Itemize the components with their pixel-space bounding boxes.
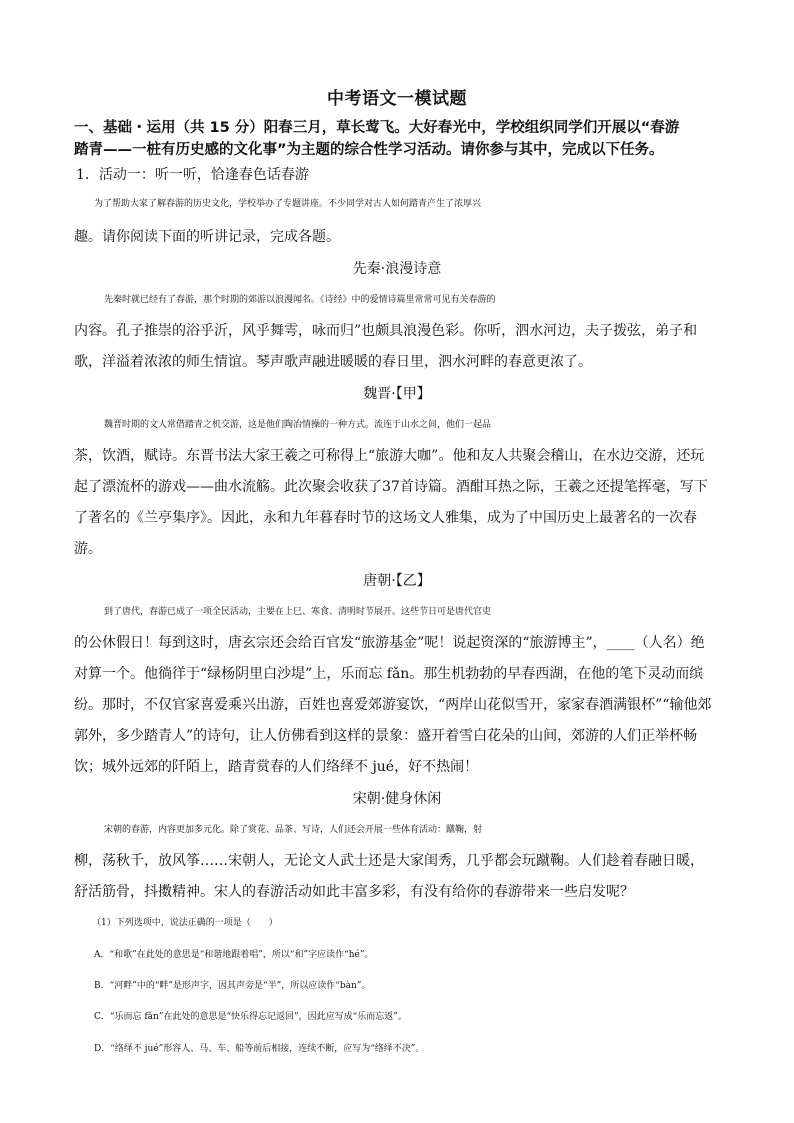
section-header-line: 踏青——一桩有历史感的文化事”为主题的综合性学习活动。请你参与其中，完成以下任务。 xyxy=(74,142,664,158)
paragraph-line: 内容。孔子推崇的浴乎沂，风乎舞雩，咏而归”也颇具浪漫色彩。你听，泗水河边，夫子拨弦，弟子和 xyxy=(74,323,698,339)
paragraph-line: 对算一个。他徜徉于“绿杨阴里白沙堤”上，乐而忘 fǎn。那生机勃勃的早春西湖，在他的笔下灵动而缤 xyxy=(74,666,704,682)
section-heading-xianqin: 先秦·浪漫诗意 xyxy=(352,261,442,277)
paragraph-line: 纷。那时，不仅官家喜爱乘兴出游，百姓也喜爱郊游宴饮，“两岸山花似雪开，家家春酒满银杯”“输他郊 xyxy=(74,697,712,713)
paragraph-line: 郭外，多少踏青人”的诗句，让人仿佛看到这样的景象：盛开着雪白花朵的山间，郊游的人们正举杯畅 xyxy=(74,728,698,744)
intro-line: 为了帮助大家了解春游的历史文化，学校举办了专题讲座。不少同学对古人如何踏青产生了浓厚兴 xyxy=(94,199,482,209)
intro-line: 趣。请你阅读下面的听讲记录，完成各题。 xyxy=(74,229,340,245)
section-header-line: 一、基础・运用（共 15 分）阳春三月，草长莺飞。大好春光中，学校组织同学们开展以“春游 xyxy=(74,120,680,136)
paragraph-line: 宋朝的春游，内容更加多元化。除了赏花、品茶、写诗，人们还会开展一些体育活动：蹴鞠，射 xyxy=(104,825,483,835)
paragraph-line: 了著名的《兰亭集序》。因此，永和九年暮春时节的这场文人雅集，成为了中国历史上最著名的一次春 xyxy=(74,510,697,526)
paragraph-line: 的公休假日！每到这时，唐玄宗还会给百官发“旅游基金”呢！说起资深的“旅游博主”，____（人名）绝 xyxy=(74,635,705,651)
paragraph-line: 先秦时就已经有了春游，那个时期的郊游以浪漫闻名。《诗经》中的爱情诗篇里常常可见有关春游的 xyxy=(104,295,496,305)
paragraph-line: 柳，荡秋千，放风筝……宋朝人，无论文人武士还是大家闺秀，几乎都会玩蹴鞠。人们趁着春融日暖， xyxy=(74,853,704,869)
paragraph-line: 到了唐代，春游已成了一项全民活动，主要在上巳、寒食、清明时节展开。这些节日可是唐代官吏 xyxy=(104,607,492,617)
option-b: B．“河畔”中的“畔”是形声字，因其声旁是“半”，所以应读作“bàn”。 xyxy=(94,981,371,991)
paragraph-line: 舒活筋骨，抖擞精神。宋人的春游活动如此丰富多彩，有没有给你的春游带来一些启发呢？ xyxy=(74,884,634,900)
paragraph-line: 起了漂流杯的游戏——曲水流觞。此次聚会收获了37首诗篇。酒酣耳热之际，王羲之还提笔挥毫，写下 xyxy=(74,479,708,495)
section-heading-song: 宋朝·健身休闲 xyxy=(352,791,442,807)
page-title: 中考语文一模试题 xyxy=(327,89,467,109)
option-a: A．“和歌”在此处的意思是“和谐地跟着唱”，所以“和”字应读作“hé”。 xyxy=(94,950,374,960)
option-d: D．“络绎不 jué”形容人、马、车、船等前后相接，连续不断，应写为“络绎不决”。 xyxy=(94,1044,425,1054)
paragraph-line: 茶，饮酒，赋诗。东晋书法大家王羲之可称得上“旅游大咖”。他和友人共聚会稽山，在水边交游，还玩 xyxy=(74,448,705,464)
option-c: C．“乐而忘 fǎn”在此处的意思是“快乐得忘记返回”，因此应写成“乐而忘返”。 xyxy=(94,1012,407,1022)
paragraph-line: 歌，洋溢着浓浓的师生情谊。琴声歌声融进暖暖的春日里，泗水河畔的春意更浓了。 xyxy=(74,354,592,370)
question-stem: （1）下列选项中，说法正确的一项是（ ） xyxy=(92,918,278,928)
paragraph-line: 饮；城外远郊的阡陌上，踏青赏春的人们络绎不 jué，好不热闹！ xyxy=(74,759,479,775)
section-heading-tang: 唐朝·【乙】 xyxy=(363,573,431,589)
paragraph-line: 魏晋时期的文人常借踏青之机交游，这是他们陶冶情操的一种方式。流连于山水之间，他们一起品 xyxy=(104,420,492,430)
paragraph-line: 游。 xyxy=(74,541,102,557)
activity-title: 1．活动一：听一听，恰逢春色话春游 xyxy=(76,167,309,183)
section-heading-weijin: 魏晋·【甲】 xyxy=(363,386,431,402)
